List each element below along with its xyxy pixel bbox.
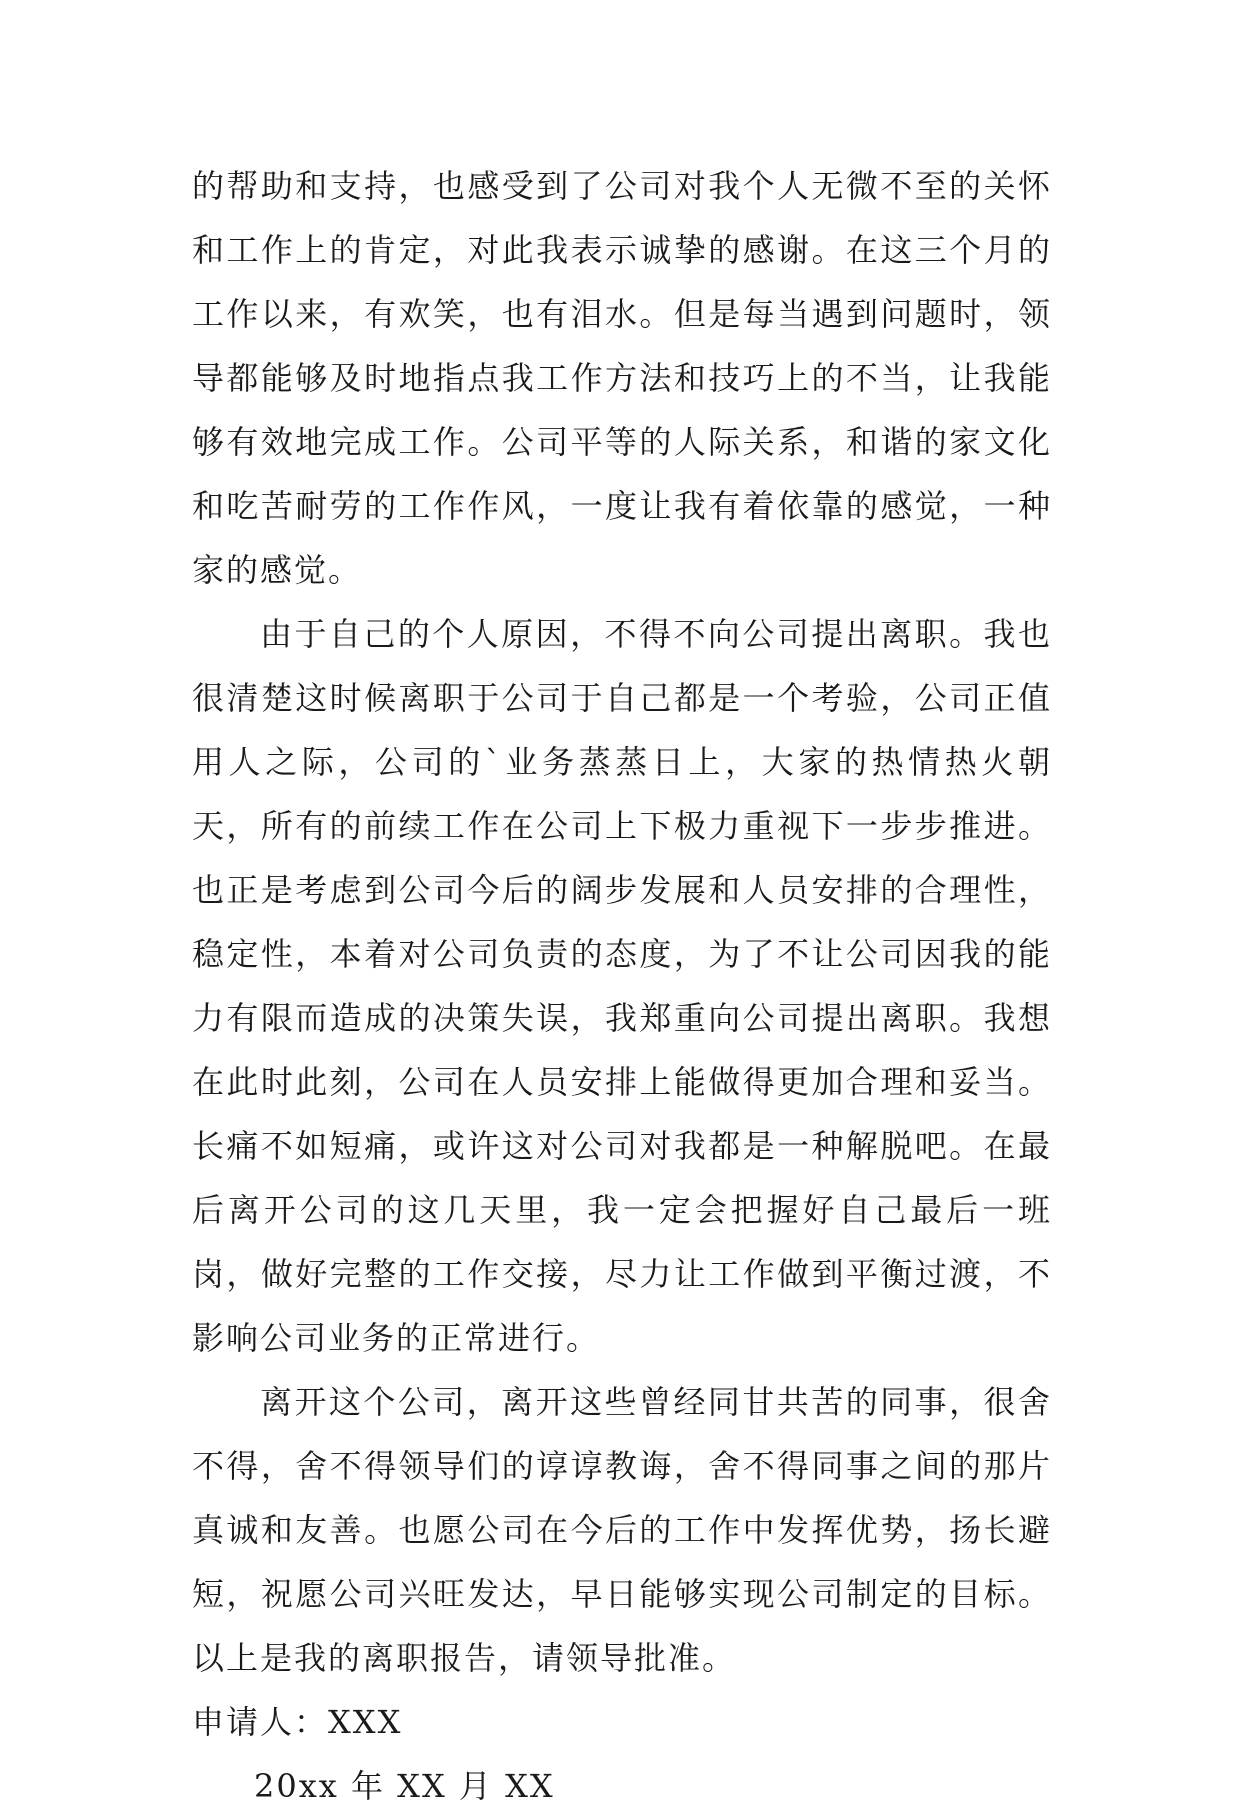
paragraph-gratitude: 的帮助和支持，也感受到了公司对我个人无微不至的关怀和工作上的肯定，对此我表示诚挚的感谢。在这三个月的工作以来，有欢笑，也有泪水。但是每当遇到问题时，领导都能够及时地指点我工作方法和技巧上的不当，让我能够有效地完成工作。公司平等的人际关系，和谐的家文化和吃苦耐劳的工作作风，一度让我有着依靠的感觉，一种家的感觉。 <box>192 167 1052 589</box>
paragraph-resignation-reason: 由于自己的个人原因，不得不向公司提出离职。我也很清楚这时候离职于公司于自己都是一个考验，公司正值用人之际，公司的`业务蒸蒸日上，大家的热情热火朝天，所有的前续工作在公司上下极力重视下一步步推进。也正是考虑到公司今后的阔步发展和人员安排的合理性，稳定性，本着对公司负责的态度，为了不让公司因我的能力有限而造成的决策失误，我郑重向公司提出离职。我想在此时此刻，公司在人员安排上能做得更加合理和妥当。长痛不如短痛，或许这对公司对我都是一种解脱吧。在最后离开公司的这几天里，我一定会把握好自己最后一班岗，做好完整的工作交接，尽力让工作做到平衡过渡，不影响公司业务的正常进行。 <box>192 615 1052 1357</box>
signature-date: 20xx 年 XX 月 XX <box>254 1767 555 1805</box>
letter-body <box>192 154 1052 1818</box>
paragraph-farewell: 离开这个公司，离开这些曾经同甘共苦的同事，很舍不得，舍不得领导们的谆谆教诲，舍不得同事之间的那片真诚和友善。也愿公司在今后的工作中发挥优势，扬长避短，祝愿公司兴旺发达，早日能够实现公司制定的目标。 以上是我的离职报告，请领导批准。 <box>192 1383 1052 1677</box>
applicant-signature: 申请人：XXX <box>192 1703 403 1741</box>
